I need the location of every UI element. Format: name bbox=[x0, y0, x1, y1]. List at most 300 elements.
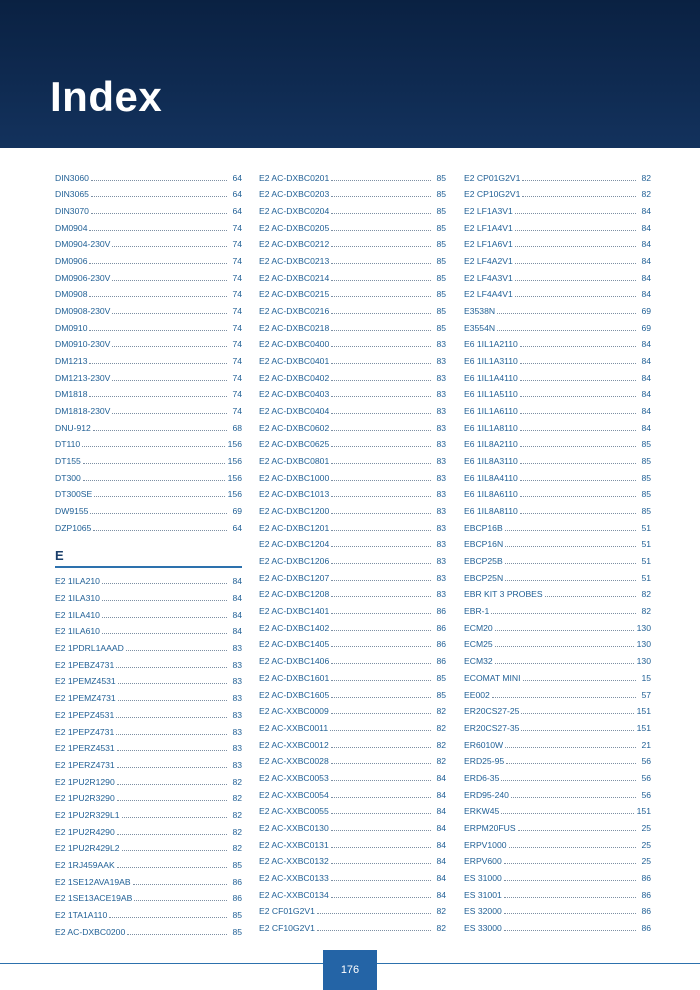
entry-page-number: 84 bbox=[436, 872, 446, 883]
entry-page-number: 84 bbox=[641, 372, 651, 383]
entry-page-number: 84 bbox=[641, 239, 651, 250]
index-entry bbox=[464, 384, 651, 401]
dot-leader bbox=[505, 580, 636, 581]
dot-leader bbox=[89, 230, 227, 231]
entry-page-number: 82 bbox=[232, 809, 242, 820]
entry-code: ES 31000 bbox=[464, 872, 502, 883]
dot-leader bbox=[331, 496, 431, 497]
dot-leader bbox=[331, 330, 431, 331]
index-entry bbox=[55, 654, 242, 671]
dot-leader bbox=[89, 263, 227, 264]
dot-leader bbox=[331, 780, 431, 781]
entry-page-number: 64 bbox=[232, 522, 242, 533]
index-entry bbox=[259, 534, 446, 551]
entry-code: DM0908-230V bbox=[55, 306, 111, 317]
dot-leader bbox=[331, 847, 431, 848]
entry-page-number: 82 bbox=[641, 589, 651, 600]
entry-code: E2 LF1A4V1 bbox=[464, 222, 513, 233]
index-entry bbox=[259, 801, 446, 818]
dot-leader bbox=[495, 646, 634, 647]
index-entry bbox=[464, 317, 651, 334]
entry-code: E2 LF1A6V1 bbox=[464, 239, 513, 250]
entry-code: EBCP16B bbox=[464, 522, 503, 533]
dot-leader bbox=[122, 850, 228, 851]
entry-code: E2 AC-XXBC0134 bbox=[259, 889, 329, 900]
entry-page-number: 82 bbox=[436, 756, 446, 767]
index-entry bbox=[55, 484, 242, 501]
dot-leader bbox=[112, 280, 227, 281]
dot-leader bbox=[505, 563, 636, 564]
dot-leader bbox=[331, 413, 431, 414]
index-list bbox=[464, 167, 651, 934]
entry-code: E2 AC-DXBC1208 bbox=[259, 589, 330, 600]
dot-leader bbox=[505, 546, 636, 547]
dot-leader bbox=[520, 363, 636, 364]
dot-leader bbox=[520, 380, 636, 381]
entry-page-number: 86 bbox=[436, 656, 446, 667]
index-entry bbox=[464, 617, 651, 634]
index-entry bbox=[464, 717, 651, 734]
entry-page-number: 82 bbox=[436, 706, 446, 717]
index-entry bbox=[464, 701, 651, 718]
entry-code: E2 CP01G2V1 bbox=[464, 172, 521, 183]
index-entry bbox=[55, 300, 242, 317]
entry-page-number: 83 bbox=[436, 389, 446, 400]
entry-code: E2 AC-DXBC1013 bbox=[259, 489, 330, 500]
dot-leader bbox=[83, 463, 225, 464]
dot-leader bbox=[331, 797, 431, 798]
entry-page-number: 84 bbox=[232, 593, 242, 604]
entry-code: E2 1PU2R3290 bbox=[55, 793, 115, 804]
entry-page-number: 85 bbox=[436, 206, 446, 217]
dot-leader bbox=[331, 663, 431, 664]
entry-code: E2 AC-DXBC0212 bbox=[259, 239, 330, 250]
entry-code: E6 1IL1A4110 bbox=[464, 372, 518, 383]
index-entry bbox=[55, 367, 242, 384]
entry-code: E2 AC-DXBC1000 bbox=[259, 472, 330, 483]
entry-code: E2 AC-XXBC0011 bbox=[259, 722, 329, 733]
entry-page-number: 156 bbox=[227, 489, 242, 500]
dot-leader bbox=[102, 633, 227, 634]
index-entry bbox=[55, 838, 242, 855]
entry-code: DT155 bbox=[55, 456, 81, 467]
index-entry bbox=[259, 784, 446, 801]
dot-leader bbox=[331, 897, 431, 898]
dot-leader bbox=[521, 713, 633, 714]
index-entry bbox=[55, 467, 242, 484]
entry-page-number: 74 bbox=[232, 356, 242, 367]
entry-page-number: 57 bbox=[641, 689, 651, 700]
entry-page-number: 84 bbox=[436, 772, 446, 783]
index-entry bbox=[464, 250, 651, 267]
dot-leader bbox=[520, 480, 636, 481]
entry-page-number: 83 bbox=[436, 539, 446, 550]
entry-page-number: 25 bbox=[641, 856, 651, 867]
index-entry bbox=[464, 517, 651, 534]
entry-code: E2 AC-XXBC0055 bbox=[259, 806, 329, 817]
index-entry bbox=[464, 650, 651, 667]
entry-code: E2 1PU2R4290 bbox=[55, 826, 115, 837]
entry-page-number: 74 bbox=[232, 272, 242, 283]
entry-page-number: 85 bbox=[436, 222, 446, 233]
entry-code: DM0904 bbox=[55, 222, 88, 233]
entry-code: E2 1RJ459AAK bbox=[55, 859, 115, 870]
entry-code: E3538N bbox=[464, 306, 496, 317]
entry-code: EBR KIT 3 PROBES bbox=[464, 589, 543, 600]
entry-page-number: 82 bbox=[436, 739, 446, 750]
index-entry bbox=[464, 484, 651, 501]
dot-leader bbox=[520, 446, 636, 447]
entry-page-number: 83 bbox=[232, 659, 242, 670]
index-entry bbox=[259, 434, 446, 451]
entry-page-number: 56 bbox=[641, 789, 651, 800]
dot-leader bbox=[331, 596, 431, 597]
dot-leader bbox=[118, 683, 227, 684]
dot-leader bbox=[118, 700, 227, 701]
entry-page-number: 85 bbox=[232, 926, 242, 937]
dot-leader bbox=[511, 797, 636, 798]
entry-code: DM0906 bbox=[55, 256, 88, 267]
entry-code: EBCP16N bbox=[464, 539, 504, 550]
entry-code: E2 AC-DXBC0218 bbox=[259, 322, 330, 333]
entry-code: E2 AC-DXBC1405 bbox=[259, 639, 330, 650]
entry-code: E2 AC-DXBC1601 bbox=[259, 672, 330, 683]
entry-page-number: 51 bbox=[641, 556, 651, 567]
index-entry bbox=[259, 417, 446, 434]
entry-page-number: 85 bbox=[436, 289, 446, 300]
entry-code: E2 AC-DXBC0625 bbox=[259, 439, 330, 450]
index-entry bbox=[464, 334, 651, 351]
index-entry bbox=[464, 884, 651, 901]
index-entry bbox=[259, 684, 446, 701]
entry-code: EBR-1 bbox=[464, 606, 490, 617]
index-entry bbox=[55, 704, 242, 721]
entry-page-number: 82 bbox=[436, 722, 446, 733]
entry-code: E2 AC-DXBC1207 bbox=[259, 572, 330, 583]
entry-code: E6 1IL1A2110 bbox=[464, 339, 518, 350]
dot-leader bbox=[331, 763, 431, 764]
index-entry bbox=[55, 334, 242, 351]
entry-code: E2 1ILA210 bbox=[55, 576, 100, 587]
entry-code: E6 1IL1A8110 bbox=[464, 422, 518, 433]
dot-leader bbox=[91, 213, 227, 214]
entry-code: E2 1PU2R329L1 bbox=[55, 809, 120, 820]
entry-code: E6 1IL1A5110 bbox=[464, 389, 518, 400]
dot-leader bbox=[331, 363, 431, 364]
entry-page-number: 85 bbox=[641, 456, 651, 467]
dot-leader bbox=[504, 913, 636, 914]
entry-code: E2 LF4A4V1 bbox=[464, 289, 513, 300]
entry-page-number: 84 bbox=[436, 839, 446, 850]
dot-leader bbox=[93, 530, 227, 531]
dot-leader bbox=[515, 296, 636, 297]
entry-code: E2 AC-XXBC0131 bbox=[259, 839, 329, 850]
entry-code: E2 1PU2R1290 bbox=[55, 776, 115, 787]
entry-page-number: 130 bbox=[636, 656, 651, 667]
index-entry bbox=[259, 617, 446, 634]
entry-page-number: 84 bbox=[232, 609, 242, 620]
dot-leader bbox=[117, 784, 227, 785]
index-entry bbox=[259, 717, 446, 734]
index-entry bbox=[464, 784, 651, 801]
entry-page-number: 84 bbox=[232, 576, 242, 587]
dot-leader bbox=[495, 630, 634, 631]
entry-page-number: 82 bbox=[232, 826, 242, 837]
entry-code: E2 AC-DXBC0215 bbox=[259, 289, 330, 300]
index-entry bbox=[464, 634, 651, 651]
entry-page-number: 86 bbox=[232, 876, 242, 887]
dot-leader bbox=[90, 513, 227, 514]
entry-page-number: 85 bbox=[232, 859, 242, 870]
entry-code: ES 33000 bbox=[464, 922, 502, 933]
dot-leader bbox=[317, 913, 431, 914]
entry-code: E2 AC-XXBC0130 bbox=[259, 822, 329, 833]
entry-page-number: 51 bbox=[641, 539, 651, 550]
index-entry bbox=[55, 384, 242, 401]
dot-leader bbox=[331, 880, 431, 881]
entry-code: E2 AC-XXBC0012 bbox=[259, 739, 329, 750]
entry-code: E2 AC-DXBC0213 bbox=[259, 256, 330, 267]
entry-page-number: 83 bbox=[232, 743, 242, 754]
entry-page-number: 74 bbox=[232, 222, 242, 233]
dot-leader bbox=[91, 180, 227, 181]
entry-page-number: 86 bbox=[641, 872, 651, 883]
entry-code: E2 AC-DXBC0203 bbox=[259, 189, 330, 200]
entry-page-number: 21 bbox=[641, 739, 651, 750]
dot-leader bbox=[515, 213, 636, 214]
entry-code: E2 AC-DXBC0216 bbox=[259, 306, 330, 317]
entry-code: DT300 bbox=[55, 472, 81, 483]
dot-leader bbox=[520, 496, 636, 497]
entry-code: E2 1PU2R429L2 bbox=[55, 843, 120, 854]
entry-code: E2 AC-DXBC1402 bbox=[259, 622, 330, 633]
dot-leader bbox=[520, 430, 636, 431]
dot-leader bbox=[331, 446, 431, 447]
index-entry bbox=[259, 701, 446, 718]
dot-leader bbox=[330, 730, 431, 731]
dot-leader bbox=[331, 346, 431, 347]
entry-page-number: 83 bbox=[436, 572, 446, 583]
entry-page-number: 85 bbox=[641, 439, 651, 450]
index-entry bbox=[464, 284, 651, 301]
dot-leader bbox=[504, 930, 636, 931]
index-entry bbox=[259, 550, 446, 567]
entry-code: E2 1PEPZ4531 bbox=[55, 709, 115, 720]
dot-leader bbox=[520, 396, 636, 397]
entry-page-number: 85 bbox=[436, 322, 446, 333]
entry-page-number: 74 bbox=[232, 239, 242, 250]
entry-page-number: 85 bbox=[436, 272, 446, 283]
entry-page-number: 86 bbox=[436, 622, 446, 633]
index-entry bbox=[464, 834, 651, 851]
index-entry bbox=[464, 467, 651, 484]
entry-page-number: 86 bbox=[641, 922, 651, 933]
index-entry bbox=[259, 367, 446, 384]
dot-leader bbox=[331, 263, 431, 264]
entry-page-number: 64 bbox=[232, 189, 242, 200]
index-entry bbox=[464, 267, 651, 284]
entry-code: E2 AC-XXBC0028 bbox=[259, 756, 329, 767]
entry-page-number: 84 bbox=[436, 856, 446, 867]
section-letter: E bbox=[55, 547, 64, 563]
index-entry bbox=[55, 571, 242, 588]
dot-leader bbox=[331, 530, 431, 531]
index-entry bbox=[464, 584, 651, 601]
dot-leader bbox=[331, 213, 431, 214]
index-entry bbox=[259, 350, 446, 367]
dot-leader bbox=[520, 346, 636, 347]
entry-code: DZP1065 bbox=[55, 522, 92, 533]
entry-page-number: 83 bbox=[436, 506, 446, 517]
index-entry bbox=[464, 200, 651, 217]
index-entry bbox=[55, 804, 242, 821]
dot-leader bbox=[497, 313, 636, 314]
index-entry bbox=[464, 167, 651, 184]
dot-leader bbox=[93, 430, 227, 431]
entry-page-number: 156 bbox=[227, 456, 242, 467]
index-entry bbox=[55, 200, 242, 217]
entry-code: E2 1SE13ACE19AB bbox=[55, 893, 133, 904]
entry-page-number: 56 bbox=[641, 756, 651, 767]
entry-code: ERPM20FUS bbox=[464, 822, 516, 833]
dot-leader bbox=[89, 396, 227, 397]
entry-page-number: 83 bbox=[436, 422, 446, 433]
index-entry bbox=[259, 234, 446, 251]
entry-code: E2 1PERZ4531 bbox=[55, 743, 115, 754]
dot-leader bbox=[331, 380, 431, 381]
entry-code: DM0906-230V bbox=[55, 272, 111, 283]
entry-page-number: 85 bbox=[436, 189, 446, 200]
entry-code: E2 LF4A2V1 bbox=[464, 256, 513, 267]
entry-code: E3554N bbox=[464, 322, 496, 333]
dot-leader bbox=[515, 280, 636, 281]
index-entry bbox=[259, 184, 446, 201]
entry-code: E2 AC-DXBC0401 bbox=[259, 356, 330, 367]
entry-code: E2 AC-DXBC0200 bbox=[55, 926, 126, 937]
index-entry bbox=[55, 167, 242, 184]
index-entry bbox=[259, 200, 446, 217]
entry-page-number: 74 bbox=[232, 406, 242, 417]
index-entry bbox=[259, 834, 446, 851]
index-entry bbox=[55, 217, 242, 234]
index-entry bbox=[464, 434, 651, 451]
index-entry bbox=[259, 500, 446, 517]
entry-code: E2 AC-DXBC1200 bbox=[259, 506, 330, 517]
dot-leader bbox=[331, 813, 431, 814]
entry-page-number: 69 bbox=[641, 306, 651, 317]
dot-leader bbox=[331, 546, 431, 547]
entry-page-number: 85 bbox=[436, 689, 446, 700]
entry-code: DIN3060 bbox=[55, 172, 89, 183]
entry-code: DM1213-230V bbox=[55, 372, 111, 383]
entry-code: ERKW45 bbox=[464, 806, 500, 817]
dot-leader bbox=[518, 830, 636, 831]
dot-leader bbox=[520, 413, 636, 414]
dot-leader bbox=[331, 513, 431, 514]
index-entry bbox=[259, 217, 446, 234]
index-entry bbox=[55, 788, 242, 805]
index-entry bbox=[464, 734, 651, 751]
entry-page-number: 15 bbox=[641, 672, 651, 683]
dot-leader bbox=[495, 663, 634, 664]
entry-page-number: 74 bbox=[232, 256, 242, 267]
dot-leader bbox=[331, 863, 431, 864]
index-entry bbox=[259, 867, 446, 884]
index-list bbox=[259, 167, 446, 934]
dot-leader bbox=[521, 730, 633, 731]
entry-code: EE002 bbox=[464, 689, 490, 700]
index-entry bbox=[55, 771, 242, 788]
entry-page-number: 156 bbox=[227, 439, 242, 450]
index-entry bbox=[55, 184, 242, 201]
index-entry bbox=[259, 600, 446, 617]
index-entry bbox=[55, 234, 242, 251]
index-entry bbox=[464, 817, 651, 834]
entry-code: E2 AC-DXBC1201 bbox=[259, 522, 330, 533]
index-entry bbox=[259, 517, 446, 534]
entry-page-number: 83 bbox=[436, 472, 446, 483]
index-entry bbox=[55, 738, 242, 755]
entry-page-number: 84 bbox=[641, 222, 651, 233]
index-entry bbox=[55, 317, 242, 334]
dot-leader bbox=[317, 930, 431, 931]
index-entry bbox=[55, 604, 242, 621]
dot-leader bbox=[117, 750, 227, 751]
entry-page-number: 74 bbox=[232, 372, 242, 383]
entry-page-number: 85 bbox=[436, 239, 446, 250]
entry-page-number: 86 bbox=[641, 889, 651, 900]
entry-code: E2 AC-XXBC0132 bbox=[259, 856, 329, 867]
index-entry bbox=[259, 467, 446, 484]
dot-leader bbox=[117, 767, 227, 768]
entry-page-number: 130 bbox=[636, 622, 651, 633]
entry-code: ER20CS27-35 bbox=[464, 722, 520, 733]
entry-code: E6 1IL1A3110 bbox=[464, 356, 518, 367]
dot-leader bbox=[116, 734, 227, 735]
index-entry bbox=[259, 884, 446, 901]
index-entry bbox=[259, 851, 446, 868]
index-entry bbox=[464, 851, 651, 868]
index-entry bbox=[55, 821, 242, 838]
dot-leader bbox=[506, 763, 636, 764]
index-entry bbox=[464, 400, 651, 417]
dot-leader bbox=[331, 180, 431, 181]
entry-code: E2 AC-DXBC0205 bbox=[259, 222, 330, 233]
index-entry bbox=[259, 734, 446, 751]
index-entry bbox=[464, 600, 651, 617]
entry-page-number: 84 bbox=[436, 789, 446, 800]
dot-leader bbox=[89, 330, 227, 331]
entry-code: DNU-912 bbox=[55, 422, 91, 433]
index-entry bbox=[464, 550, 651, 567]
entry-page-number: 83 bbox=[436, 406, 446, 417]
dot-leader bbox=[505, 530, 636, 531]
entry-code: ERD95-240 bbox=[464, 789, 509, 800]
dot-leader bbox=[116, 717, 227, 718]
index-entry bbox=[259, 650, 446, 667]
index-entry bbox=[55, 621, 242, 638]
entry-page-number: 84 bbox=[232, 626, 242, 637]
entry-code: DM0910 bbox=[55, 322, 88, 333]
entry-page-number: 85 bbox=[641, 489, 651, 500]
dot-leader bbox=[122, 817, 228, 818]
dot-leader bbox=[331, 480, 431, 481]
index-entry bbox=[464, 901, 651, 918]
dot-leader bbox=[515, 230, 636, 231]
entry-code: E2 AC-DXBC0402 bbox=[259, 372, 330, 383]
dot-leader bbox=[331, 296, 431, 297]
entry-page-number: 86 bbox=[436, 639, 446, 650]
